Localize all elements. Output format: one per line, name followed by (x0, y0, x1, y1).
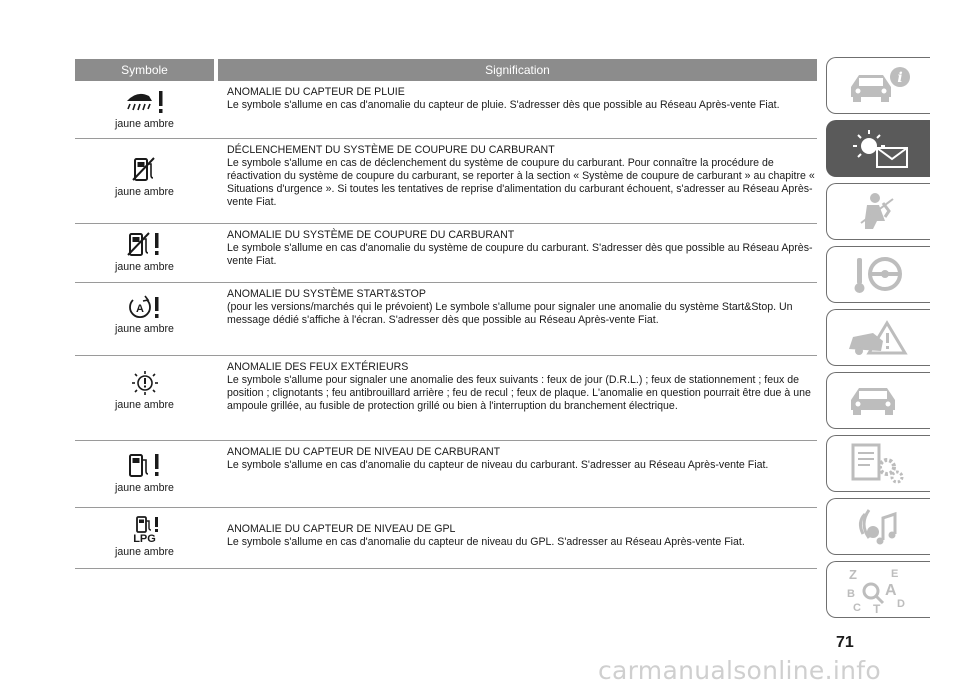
car-service-icon (843, 378, 915, 424)
fuel-cutoff-icon (132, 155, 158, 183)
table-row (75, 356, 817, 441)
row-text: Le symbole s'allume en cas d'anomalie du capteur de niveau du GPL. S'adresser au Réseau Après-vente Fiat. (227, 536, 745, 548)
symbol-cell (75, 441, 214, 507)
meaning-cell (214, 441, 817, 507)
meaning-cell (214, 283, 817, 355)
chapter-tabs (826, 57, 930, 624)
color-label: jaune ambre (115, 118, 174, 130)
multimedia-icon (849, 504, 909, 550)
tab-safety[interactable] (826, 183, 930, 240)
row-title: DÉCLENCHEMENT DU SYSTÈME DE COUPURE DU CARBURANT (227, 144, 555, 156)
specifications-gears-icon (843, 441, 915, 487)
key-steering-wheel-icon (849, 252, 909, 298)
tab-car-info[interactable] (826, 57, 930, 114)
row-text: Le symbole s'allume en cas de déclenchement du système de coupure du carburant. Pour connaître la procédure de réactivation du système de coupure du carburant, se reporter à la section « Système de coupure de carburant » au chapitre « Situations d'urgence ». Si toutes les tentatives de reprise d'alimentation du carburant échouent, s'adresser au Réseau Après-vente Fiat. (227, 157, 815, 208)
fuel-level-sensor-warning-icon (127, 451, 163, 479)
color-label: jaune ambre (115, 399, 174, 411)
row-text: (pour les versions/marchés qui le prévoient) Le symbole s'allume pour signaler une anomalie du système Start&Stop. Un message dédié s'affiche à l'écran. S'adresser dès que possible au Réseau Après-vente Fiat. (227, 301, 793, 326)
alphabetical-index-icon (841, 565, 917, 615)
row-text: Le symbole s'allume en cas d'anomalie du système de coupure du carburant. S'adresser dès que possible au Réseau Après-vente Fiat. (227, 242, 813, 267)
index-letter: A (884, 581, 897, 599)
row-title: ANOMALIE DU SYSTÈME DE COUPURE DU CARBURANT (227, 229, 515, 241)
tab-starting[interactable] (826, 246, 930, 303)
index-letter: E (890, 567, 898, 580)
row-title: ANOMALIE DU CAPTEUR DE PLUIE (227, 86, 405, 98)
symbol-cell (75, 508, 214, 568)
color-label: jaune ambre (115, 546, 174, 558)
color-label: jaune ambre (115, 323, 174, 335)
row-title: ANOMALIE DU SYSTÈME START&STOP (227, 288, 426, 300)
header-meaning: Signification (218, 59, 817, 81)
svg-text:i: i (896, 69, 903, 86)
table-row (75, 283, 817, 356)
meaning-cell (214, 139, 817, 223)
symbol-cell (75, 224, 214, 282)
symbol-cell (75, 81, 214, 138)
symbol-cell (75, 139, 214, 223)
warning-light-message-icon (841, 126, 917, 172)
tab-maintenance[interactable] (826, 372, 930, 429)
symbol-cell (75, 356, 214, 440)
index-letter: D (896, 597, 905, 610)
table-row (75, 224, 817, 283)
table-row (75, 139, 817, 224)
start-stop-warning-icon (127, 292, 163, 320)
row-text: Le symbole s'allume pour signaler une anomalie des feux suivants : feux de jour (D.R.L.) ; feux de stationnement ; feux de position ; clignotants ; feu antibrouillard arrière ; feu de recul ; feux de plaque. L'anomalie en question pourrait être due à une ampoule grillée, au fusible de protection grillé ou bien à l'interruption du branchement électrique. (227, 374, 811, 412)
lpg-level-sensor-warning-icon (128, 515, 162, 545)
index-letter: Z (848, 566, 857, 582)
row-title: ANOMALIE DES FEUX EXTÉRIEURS (227, 361, 409, 373)
row-text: Le symbole s'allume en cas d'anomalie du capteur de pluie. S'adresser dès que possible au Réseau Après-vente Fiat. (227, 99, 780, 111)
lpg-icon-label: LPG (133, 532, 156, 545)
rain-sensor-warning-icon (123, 87, 167, 115)
page-number: 71 (836, 634, 854, 651)
row-title: ANOMALIE DU CAPTEUR DE NIVEAU DE GPL (227, 523, 456, 535)
index-letter: B (846, 587, 855, 600)
tab-emergency[interactable] (826, 309, 930, 366)
table-header (75, 59, 817, 81)
color-label: jaune ambre (115, 261, 174, 273)
car-info-icon (843, 63, 915, 109)
seat-airbag-icon (849, 189, 909, 235)
tab-specifications[interactable] (826, 435, 930, 492)
table-row (75, 81, 817, 139)
meaning-cell (214, 224, 817, 282)
fuel-cutoff-warning-icon (127, 230, 163, 258)
tab-index[interactable] (826, 561, 930, 618)
index-letter: T (872, 601, 880, 615)
svg-text:A: A (135, 303, 144, 315)
tab-warning-lights[interactable] (826, 120, 930, 177)
symbol-cell (75, 283, 214, 355)
index-letter: C (852, 601, 861, 614)
row-text: Le symbole s'allume en cas d'anomalie du capteur de niveau du carburant. S'adresser au Réseau Après-vente Fiat. (227, 459, 769, 471)
color-label: jaune ambre (115, 482, 174, 494)
meaning-cell (214, 508, 817, 568)
color-label: jaune ambre (115, 186, 174, 198)
table-row (75, 441, 817, 508)
table-row (75, 508, 817, 569)
exterior-lights-warning-icon (129, 368, 161, 396)
meaning-cell (214, 81, 817, 138)
header-symbol: Symbole (75, 59, 214, 81)
symbol-table (75, 59, 817, 569)
car-accident-warning-icon (843, 315, 915, 361)
tab-multimedia[interactable] (826, 498, 930, 555)
row-title: ANOMALIE DU CAPTEUR DE NIVEAU DE CARBURANT (227, 446, 501, 458)
watermark: carmanualsonline.info (598, 656, 881, 685)
meaning-cell (214, 356, 817, 440)
